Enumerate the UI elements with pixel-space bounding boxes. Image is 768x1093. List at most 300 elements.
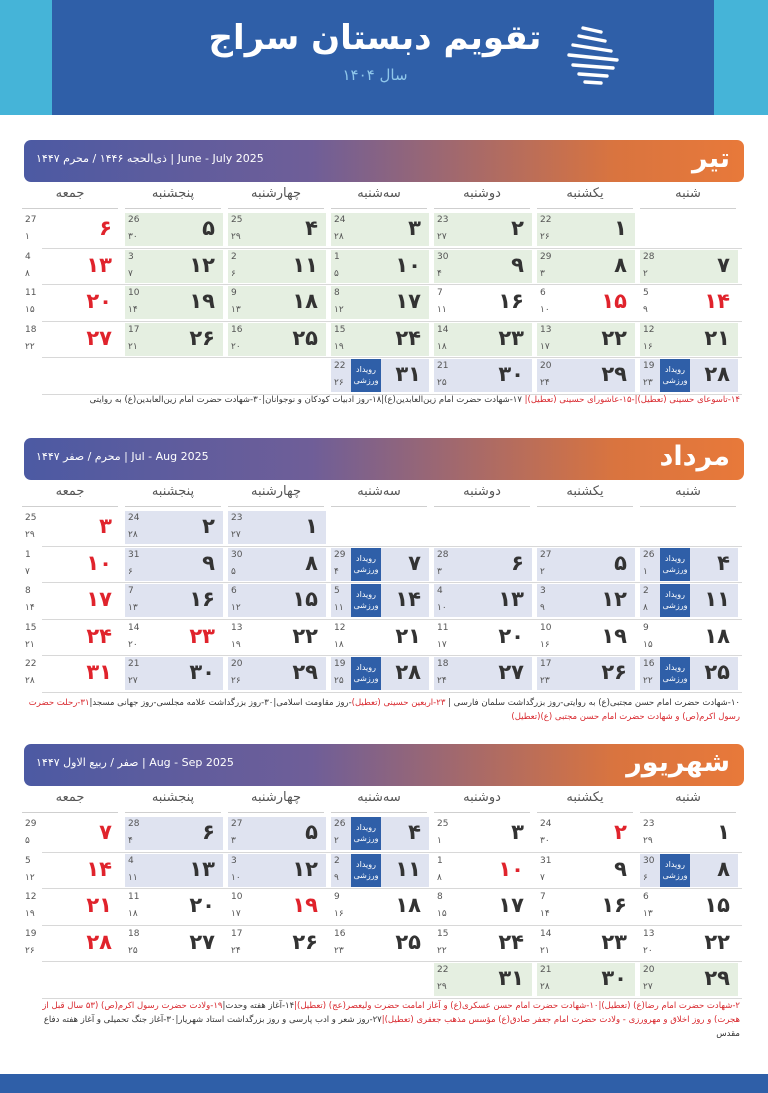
hijri-date: ۲۵ bbox=[437, 378, 447, 388]
gregorian-date: 4 bbox=[128, 855, 134, 866]
gregorian-date: 11 bbox=[437, 622, 449, 633]
day-number: ۲ bbox=[614, 820, 627, 844]
gregorian-date: 27 bbox=[540, 549, 552, 560]
day-cell[interactable] bbox=[22, 323, 120, 356]
gregorian-date: 10 bbox=[231, 892, 243, 902]
sport-event-tag: رویداد ورزشی bbox=[660, 854, 690, 887]
hijri-date: ۲۶ bbox=[334, 378, 344, 388]
day-number: ۳۱ bbox=[498, 966, 524, 990]
weekday-header: شنبه bbox=[640, 484, 736, 507]
day-number: ۲۵ bbox=[704, 660, 730, 684]
holiday-note: -روز مقاومت اسلامی|۳۰-روز بزرگداشت علامه مجلسی-روز جهانی مسجد| bbox=[89, 698, 352, 708]
day-cell[interactable] bbox=[22, 548, 120, 581]
day-cell[interactable] bbox=[640, 890, 738, 923]
day-cell[interactable] bbox=[22, 286, 120, 319]
weekday-header: جمعه bbox=[22, 186, 118, 209]
row-divider bbox=[42, 852, 742, 853]
weekday-header: پنجشنبه bbox=[125, 186, 221, 209]
day-cell[interactable] bbox=[228, 511, 326, 544]
hijri-date: ۲۴ bbox=[540, 378, 550, 388]
day-cell[interactable] bbox=[22, 657, 120, 690]
day-cell[interactable] bbox=[640, 584, 738, 617]
hijri-date: ۲۶ bbox=[540, 232, 550, 242]
hijri-date: ۴ bbox=[437, 268, 442, 279]
day-number: ۳۱ bbox=[395, 362, 421, 386]
gregorian-date: 17 bbox=[231, 928, 243, 939]
day-cell[interactable] bbox=[228, 584, 326, 617]
day-cell[interactable] bbox=[434, 621, 532, 654]
row-divider bbox=[42, 582, 742, 583]
day-cell[interactable] bbox=[331, 250, 429, 283]
day-number: ۱ bbox=[717, 820, 730, 844]
gregorian-date: 15 bbox=[25, 622, 37, 633]
gregorian-date: 21 bbox=[128, 659, 140, 669]
sport-event-tag: رویداد ورزشی bbox=[660, 548, 690, 581]
day-cell[interactable] bbox=[331, 817, 429, 850]
day-number: ۳ bbox=[99, 514, 112, 538]
sport-event-tag: رویداد ورزشی bbox=[660, 657, 690, 690]
hijri-date: ۱۲ bbox=[25, 872, 35, 883]
day-cell[interactable] bbox=[22, 817, 120, 850]
day-number: ۹ bbox=[202, 550, 215, 575]
day-cell[interactable] bbox=[22, 854, 120, 887]
day-number: ۲۹ bbox=[704, 966, 730, 990]
hijri-date: ۲۰ bbox=[231, 341, 241, 352]
day-cell[interactable] bbox=[125, 927, 223, 960]
gregorian-date: 22 bbox=[540, 215, 552, 225]
hijri-date: ۲۲ bbox=[643, 676, 653, 686]
day-cell[interactable] bbox=[434, 817, 532, 850]
hijri-date: ۲۷ bbox=[643, 982, 653, 992]
day-cell[interactable] bbox=[537, 890, 635, 923]
gregorian-date: 23 bbox=[437, 215, 449, 225]
holiday-note: ۲-شهادت حضرت امام رضا(ع) (تعطیل)|۱۰-شهادت حضرت امام حسن عسکری(ع) و آغاز امامت حضرت ولیعصر(عج) (تعطیل)| bbox=[294, 1001, 740, 1011]
gregorian-date: 2 bbox=[643, 586, 649, 596]
row-divider bbox=[42, 925, 742, 926]
gregorian-date: 9 bbox=[643, 622, 649, 633]
day-cell[interactable] bbox=[228, 890, 326, 923]
gregorian-date: 3 bbox=[231, 855, 237, 866]
hijri-date: ۲۵ bbox=[128, 945, 138, 956]
day-cell[interactable] bbox=[537, 359, 635, 392]
hijri-date: ۹ bbox=[643, 305, 648, 315]
hijri-date: ۱۵ bbox=[437, 909, 447, 919]
day-number: ۲۸ bbox=[395, 660, 421, 684]
gregorian-date: 22 bbox=[437, 965, 449, 975]
day-cell[interactable] bbox=[125, 854, 223, 887]
row-divider bbox=[42, 357, 742, 358]
row-divider bbox=[42, 619, 742, 620]
gregorian-date: 10 bbox=[128, 288, 140, 298]
day-cell[interactable] bbox=[228, 323, 326, 356]
gregorian-date: 10 bbox=[540, 622, 552, 633]
day-cell[interactable] bbox=[537, 963, 635, 996]
day-cell[interactable] bbox=[331, 584, 429, 617]
gregorian-date: 1 bbox=[25, 549, 31, 560]
weekday-header: چهارشنبه bbox=[228, 484, 324, 507]
day-number: ۵ bbox=[614, 550, 627, 575]
hijri-date: ۲ bbox=[643, 268, 648, 279]
day-cell[interactable] bbox=[434, 584, 532, 617]
hijri-date: ۱۴ bbox=[128, 305, 138, 315]
day-cell[interactable] bbox=[434, 359, 532, 392]
day-number: ۷ bbox=[99, 820, 112, 844]
gregorian-date: 27 bbox=[25, 215, 37, 225]
gregorian-date: 28 bbox=[643, 251, 655, 262]
gregorian-date: 15 bbox=[437, 928, 449, 939]
gregorian-date: 18 bbox=[437, 659, 449, 669]
day-cell[interactable] bbox=[537, 927, 635, 960]
day-cell[interactable] bbox=[640, 359, 738, 392]
weekday-header: جمعه bbox=[22, 484, 118, 507]
day-cell[interactable] bbox=[537, 548, 635, 581]
hijri-date: ۱۶ bbox=[334, 909, 344, 919]
sport-event-tag: رویداد ورزشی bbox=[660, 584, 690, 617]
gregorian-date: 31 bbox=[540, 855, 552, 866]
holiday-note: ۳۱-رحلت حضرت رسول اکرم(ص) و شهادت حضرت امام حسن مجتبی (ع)(تعطیل) bbox=[28, 698, 740, 722]
day-cell[interactable] bbox=[228, 213, 326, 246]
day-number: ۴ bbox=[408, 820, 421, 844]
day-cell[interactable] bbox=[125, 584, 223, 617]
gregorian-date: 25 bbox=[231, 215, 243, 225]
day-number: ۱۹ bbox=[292, 893, 318, 917]
hijri-date: ۱۱ bbox=[128, 872, 138, 883]
hijri-date: ۹ bbox=[334, 872, 339, 883]
day-number: ۳۱ bbox=[86, 660, 112, 684]
day-number: ۳۰ bbox=[189, 660, 215, 684]
day-number: ۲۰ bbox=[189, 893, 215, 917]
hijri-date: ۱۷ bbox=[437, 639, 447, 650]
day-number: ۱۲ bbox=[292, 856, 318, 881]
hijri-date: ۱۲ bbox=[334, 305, 344, 315]
day-cell[interactable] bbox=[640, 621, 738, 654]
hijri-date: ۱۹ bbox=[231, 639, 241, 650]
day-cell[interactable] bbox=[434, 286, 532, 319]
day-cell[interactable] bbox=[228, 927, 326, 960]
gregorian-date: 17 bbox=[540, 659, 552, 669]
day-cell[interactable] bbox=[228, 854, 326, 887]
hijri-date: ۱۳ bbox=[231, 305, 241, 315]
row-divider bbox=[42, 546, 742, 547]
month-subtitle: June - July 2025 | ذی‌الحجه ۱۴۴۶ / محرم ۱۴۴۷ bbox=[36, 152, 264, 165]
day-cell[interactable] bbox=[640, 548, 738, 581]
hijri-date: ۲۹ bbox=[231, 232, 241, 242]
gregorian-date: 29 bbox=[25, 819, 37, 829]
day-cell[interactable] bbox=[22, 621, 120, 654]
hijri-date: ۱۳ bbox=[643, 909, 653, 919]
gregorian-date: 30 bbox=[643, 855, 655, 866]
day-number: ۲۹ bbox=[292, 660, 318, 684]
weekday-header: چهارشنبه bbox=[228, 790, 324, 813]
hijri-date: ۲۸ bbox=[25, 676, 35, 686]
row-divider bbox=[42, 961, 742, 962]
day-cell[interactable] bbox=[640, 854, 738, 887]
day-cell[interactable] bbox=[22, 584, 120, 617]
day-cell[interactable] bbox=[331, 323, 429, 356]
day-cell[interactable] bbox=[331, 213, 429, 246]
weekday-header: چهارشنبه bbox=[228, 186, 324, 209]
day-number: ۱۵ bbox=[292, 587, 318, 611]
day-number: ۲۳ bbox=[601, 929, 627, 954]
day-number: ۲۱ bbox=[86, 893, 112, 917]
day-cell[interactable] bbox=[434, 890, 532, 923]
row-divider bbox=[42, 888, 742, 889]
day-number: ۱ bbox=[305, 514, 318, 538]
day-number: ۲۴ bbox=[498, 929, 524, 954]
hijri-date: ۳۰ bbox=[540, 836, 550, 846]
day-cell[interactable] bbox=[640, 963, 738, 996]
day-cell[interactable] bbox=[228, 548, 326, 581]
day-number: ۲ bbox=[511, 216, 524, 240]
day-number: ۲۱ bbox=[704, 325, 730, 350]
day-cell[interactable] bbox=[537, 817, 635, 850]
gregorian-date: 4 bbox=[437, 586, 443, 596]
day-cell[interactable] bbox=[434, 854, 532, 887]
holiday-note: ۱۴-آغاز هفته وحدت| bbox=[222, 1001, 295, 1011]
day-number: ۱۵ bbox=[601, 289, 627, 313]
day-cell[interactable] bbox=[537, 621, 635, 654]
day-number: ۱۱ bbox=[395, 856, 421, 881]
day-cell[interactable] bbox=[331, 548, 429, 581]
gregorian-date: 6 bbox=[540, 288, 546, 298]
gregorian-date: 5 bbox=[643, 288, 649, 298]
day-cell[interactable] bbox=[228, 657, 326, 690]
gregorian-date: 8 bbox=[334, 288, 340, 298]
day-number: ۱۳ bbox=[86, 252, 112, 277]
day-cell[interactable] bbox=[537, 286, 635, 319]
day-cell[interactable] bbox=[640, 657, 738, 690]
hijri-date: ۹ bbox=[540, 603, 545, 613]
month-subtitle: Jul - Aug 2025 | محرم / صفر ۱۴۴۷ bbox=[36, 450, 209, 463]
day-cell[interactable] bbox=[331, 286, 429, 319]
hijri-date: ۱۷ bbox=[540, 341, 550, 352]
day-cell[interactable] bbox=[434, 323, 532, 356]
hijri-date: ۸ bbox=[25, 268, 30, 279]
month-name: مرداد bbox=[659, 441, 730, 472]
weekday-header: یکشنبه bbox=[537, 186, 633, 209]
gregorian-date: 19 bbox=[25, 928, 37, 939]
day-number: ۲۲ bbox=[292, 623, 318, 648]
day-cell[interactable] bbox=[22, 511, 120, 544]
day-number: ۱۳ bbox=[498, 587, 524, 611]
day-number: ۲۵ bbox=[395, 929, 421, 954]
month-name: شهریور bbox=[626, 747, 730, 778]
holiday-note: ۱۴-تاسوعای حسینی (تعطیل)|-۱۵-عاشورای حسینی (تعطیل)| bbox=[524, 395, 740, 405]
day-cell[interactable] bbox=[331, 621, 429, 654]
gregorian-date: 21 bbox=[540, 965, 552, 975]
day-cell[interactable] bbox=[434, 927, 532, 960]
day-cell[interactable] bbox=[537, 250, 635, 283]
day-cell[interactable] bbox=[125, 213, 223, 246]
hijri-date: ۳ bbox=[231, 836, 236, 846]
day-number: ۱۰ bbox=[498, 856, 524, 881]
day-number: ۷ bbox=[717, 252, 730, 277]
day-number: ۲ bbox=[202, 514, 215, 538]
day-cell[interactable] bbox=[125, 511, 223, 544]
day-cell[interactable] bbox=[22, 890, 120, 923]
day-cell[interactable] bbox=[537, 854, 635, 887]
gregorian-date: 23 bbox=[643, 819, 655, 829]
day-cell[interactable] bbox=[228, 621, 326, 654]
gregorian-date: 1 bbox=[437, 855, 443, 866]
gregorian-date: 16 bbox=[643, 659, 655, 669]
holiday-note: ۲۷-روز شعر و ادب پارسی و روز بزرگداشت استاد شهریار|۳۰-آغاز جنگ تحمیلی و آغاز هفته دفاع مقدس bbox=[43, 1015, 740, 1039]
hijri-date: ۱۱ bbox=[437, 305, 447, 315]
day-number: ۴ bbox=[717, 550, 730, 575]
day-cell[interactable] bbox=[537, 584, 635, 617]
day-cell[interactable] bbox=[22, 250, 120, 283]
day-cell[interactable] bbox=[434, 963, 532, 996]
holiday-notes bbox=[24, 999, 740, 1041]
holiday-note: ۲۳-اربعین حسینی (تعطیل) bbox=[351, 698, 446, 708]
day-cell[interactable] bbox=[331, 359, 429, 392]
sport-event-tag: رویداد ورزشی bbox=[660, 359, 690, 392]
day-cell[interactable] bbox=[125, 621, 223, 654]
weekday-header: سه‌شنبه bbox=[331, 484, 427, 507]
hijri-date: ۲ bbox=[334, 836, 339, 846]
hijri-date: ۲۳ bbox=[334, 945, 344, 956]
day-cell[interactable] bbox=[125, 890, 223, 923]
hijri-date: ۵ bbox=[334, 268, 339, 279]
day-cell[interactable] bbox=[640, 323, 738, 356]
gregorian-date: 28 bbox=[437, 549, 449, 560]
gregorian-date: 24 bbox=[334, 215, 346, 225]
day-number: ۲۲ bbox=[601, 325, 627, 350]
hijri-date: ۸ bbox=[643, 603, 648, 613]
day-cell[interactable] bbox=[125, 250, 223, 283]
day-cell[interactable] bbox=[537, 657, 635, 690]
day-number: ۱۲ bbox=[189, 252, 215, 277]
gregorian-date: 1 bbox=[334, 251, 340, 262]
hijri-date: ۱۸ bbox=[437, 341, 447, 352]
weekday-header: دوشنبه bbox=[434, 790, 530, 813]
day-number: ۶ bbox=[99, 216, 112, 240]
day-number: ۱۷ bbox=[498, 893, 524, 917]
day-cell[interactable] bbox=[331, 927, 429, 960]
day-number: ۶ bbox=[202, 820, 215, 844]
day-number: ۱۷ bbox=[395, 289, 421, 313]
gregorian-date: 7 bbox=[128, 586, 134, 596]
day-cell[interactable] bbox=[228, 817, 326, 850]
hijri-date: ۲۷ bbox=[128, 676, 138, 686]
hijri-date: ۱ bbox=[25, 232, 30, 242]
day-number: ۳ bbox=[408, 216, 421, 240]
gregorian-date: 24 bbox=[128, 513, 140, 523]
hijri-date: ۲۳ bbox=[643, 378, 653, 388]
holiday-note: ۱۰-شهادت حضرت امام حسن مجتبی(ع) به روایتی-روز بزرگداشت سلمان فارسی | bbox=[445, 698, 740, 708]
row-divider bbox=[42, 655, 742, 656]
gregorian-date: 7 bbox=[437, 288, 443, 298]
hijri-date: ۱۴ bbox=[25, 603, 35, 613]
day-number: ۱۵ bbox=[704, 893, 730, 917]
hijri-date: ۲۴ bbox=[231, 945, 241, 956]
day-cell[interactable] bbox=[331, 890, 429, 923]
hijri-date: ۳۰ bbox=[128, 232, 138, 242]
day-cell[interactable] bbox=[640, 927, 738, 960]
day-cell[interactable] bbox=[640, 817, 738, 850]
hijri-date: ۱۱ bbox=[334, 603, 344, 613]
day-number: ۶ bbox=[511, 550, 524, 575]
hijri-date: ۲۹ bbox=[25, 530, 35, 540]
footer-band bbox=[0, 1074, 768, 1093]
day-cell[interactable] bbox=[125, 323, 223, 356]
hijri-date: ۲۸ bbox=[540, 982, 550, 992]
day-cell[interactable] bbox=[434, 548, 532, 581]
day-cell[interactable] bbox=[125, 286, 223, 319]
day-cell[interactable] bbox=[228, 250, 326, 283]
day-number: ۱۹ bbox=[601, 623, 627, 648]
gregorian-date: 26 bbox=[128, 215, 140, 225]
day-number: ۱۴ bbox=[86, 856, 112, 881]
hijri-date: ۱۰ bbox=[231, 872, 241, 883]
gregorian-date: 12 bbox=[25, 892, 37, 902]
weekday-header: دوشنبه bbox=[434, 484, 530, 507]
gregorian-date: 25 bbox=[437, 819, 449, 829]
gregorian-date: 3 bbox=[128, 251, 134, 262]
day-cell[interactable] bbox=[331, 854, 429, 887]
day-cell[interactable] bbox=[537, 213, 635, 246]
hijri-date: ۲۷ bbox=[437, 232, 447, 242]
gregorian-date: 27 bbox=[231, 819, 243, 829]
hijri-date: ۱۴ bbox=[540, 909, 550, 919]
day-cell[interactable] bbox=[125, 657, 223, 690]
day-cell[interactable] bbox=[434, 657, 532, 690]
weekday-header: سه‌شنبه bbox=[331, 186, 427, 209]
weekday-header: شنبه bbox=[640, 790, 736, 813]
day-number: ۲۵ bbox=[292, 325, 318, 350]
gregorian-date: 5 bbox=[25, 855, 31, 866]
row-divider bbox=[42, 284, 742, 285]
gregorian-date: 9 bbox=[334, 892, 340, 902]
hijri-date: ۲۰ bbox=[643, 945, 653, 956]
day-number: ۲۴ bbox=[86, 623, 112, 648]
day-number: ۱۶ bbox=[498, 289, 524, 313]
day-cell[interactable] bbox=[22, 927, 120, 960]
hijri-date: ۱۶ bbox=[540, 639, 550, 650]
gregorian-date: 7 bbox=[540, 892, 546, 902]
day-cell[interactable] bbox=[331, 657, 429, 690]
gregorian-date: 3 bbox=[540, 586, 546, 596]
day-cell[interactable] bbox=[640, 250, 738, 283]
gregorian-date: 30 bbox=[231, 549, 243, 560]
day-number: ۱۸ bbox=[395, 893, 421, 917]
day-number: ۱۰ bbox=[395, 252, 421, 277]
day-cell[interactable] bbox=[22, 213, 120, 246]
day-number: ۱۴ bbox=[395, 587, 421, 611]
holiday-notes bbox=[24, 696, 740, 724]
day-cell[interactable] bbox=[125, 817, 223, 850]
day-cell[interactable] bbox=[537, 323, 635, 356]
gregorian-date: 2 bbox=[334, 855, 340, 866]
gregorian-date: 11 bbox=[25, 288, 37, 298]
day-cell[interactable] bbox=[125, 548, 223, 581]
day-cell[interactable] bbox=[640, 286, 738, 319]
gregorian-date: 26 bbox=[643, 549, 655, 560]
day-cell[interactable] bbox=[434, 250, 532, 283]
month-header bbox=[24, 140, 744, 182]
day-cell[interactable] bbox=[228, 286, 326, 319]
row-divider bbox=[42, 248, 742, 249]
day-cell[interactable] bbox=[434, 213, 532, 246]
month-section bbox=[24, 744, 744, 994]
day-number: ۱ bbox=[614, 216, 627, 240]
hijri-date: ۲۶ bbox=[231, 676, 241, 686]
day-number: ۲۳ bbox=[498, 325, 524, 350]
weekday-header: جمعه bbox=[22, 790, 118, 813]
gregorian-date: 18 bbox=[25, 324, 37, 335]
day-number: ۱۸ bbox=[292, 289, 318, 313]
day-number: ۵ bbox=[202, 216, 215, 240]
